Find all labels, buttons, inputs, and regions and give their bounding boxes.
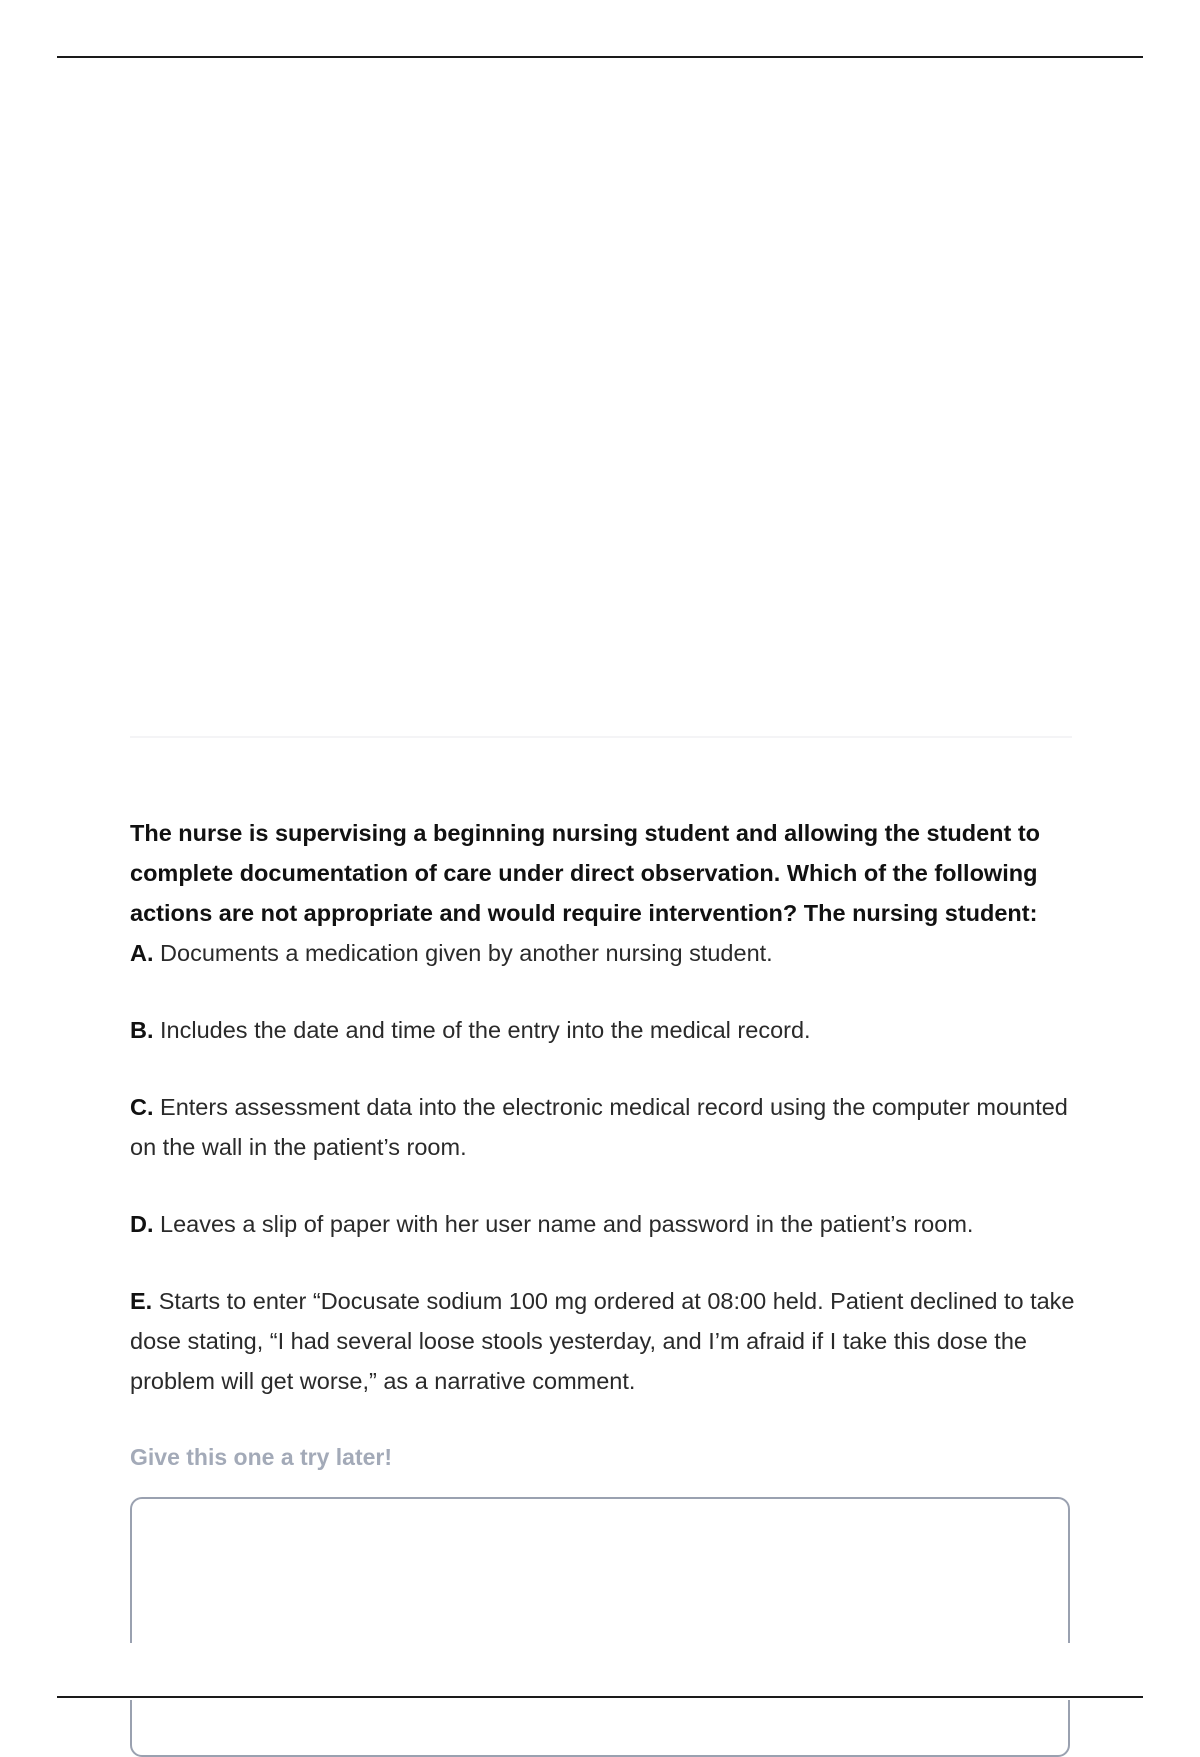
option-e-text: Starts to enter “Docusate sodium 100 mg ordered at 08:00 held. Patient declined to take dose stating, “I had several loose stools yesterday, and I’m afraid if I take this dose the problem will get worse,” as a narrative comment. [130,1288,1075,1394]
option-c-letter: C. [130,1094,154,1120]
option-e-letter: E. [130,1288,153,1314]
option-b-text: Includes the date and time of the entry into the medical record. [160,1017,811,1043]
option-e [130,1281,1080,1401]
bottom-rule [57,1696,1143,1698]
try-later-hint: Give this one a try later! [130,1444,393,1470]
option-a [130,933,1080,973]
section-divider [130,736,1072,738]
answer-input[interactable] [130,1497,1070,1757]
option-d [130,1204,1080,1244]
option-b-letter: B. [130,1017,154,1043]
question-block [130,813,1080,1401]
option-c-text: Enters assessment data into the electronic medical record using the computer mounted on the wall in the patient’s room. [130,1094,1068,1160]
option-d-text: Leaves a slip of paper with her user name and password in the patient’s room. [160,1211,974,1237]
option-c [130,1087,1080,1167]
option-b [130,1010,1080,1050]
option-a-text: Documents a medication given by another nursing student. [160,940,773,966]
top-rule [57,56,1143,58]
question-stem: The nurse is supervising a beginning nursing student and allowing the student to complete documentation of care under direct observation. Which of the following actions are not appropriate and would require intervention? The nursing student: [130,820,1041,926]
option-a-letter: A. [130,940,154,966]
page-bottom-margin [0,1643,1200,1700]
option-d-letter: D. [130,1211,154,1237]
